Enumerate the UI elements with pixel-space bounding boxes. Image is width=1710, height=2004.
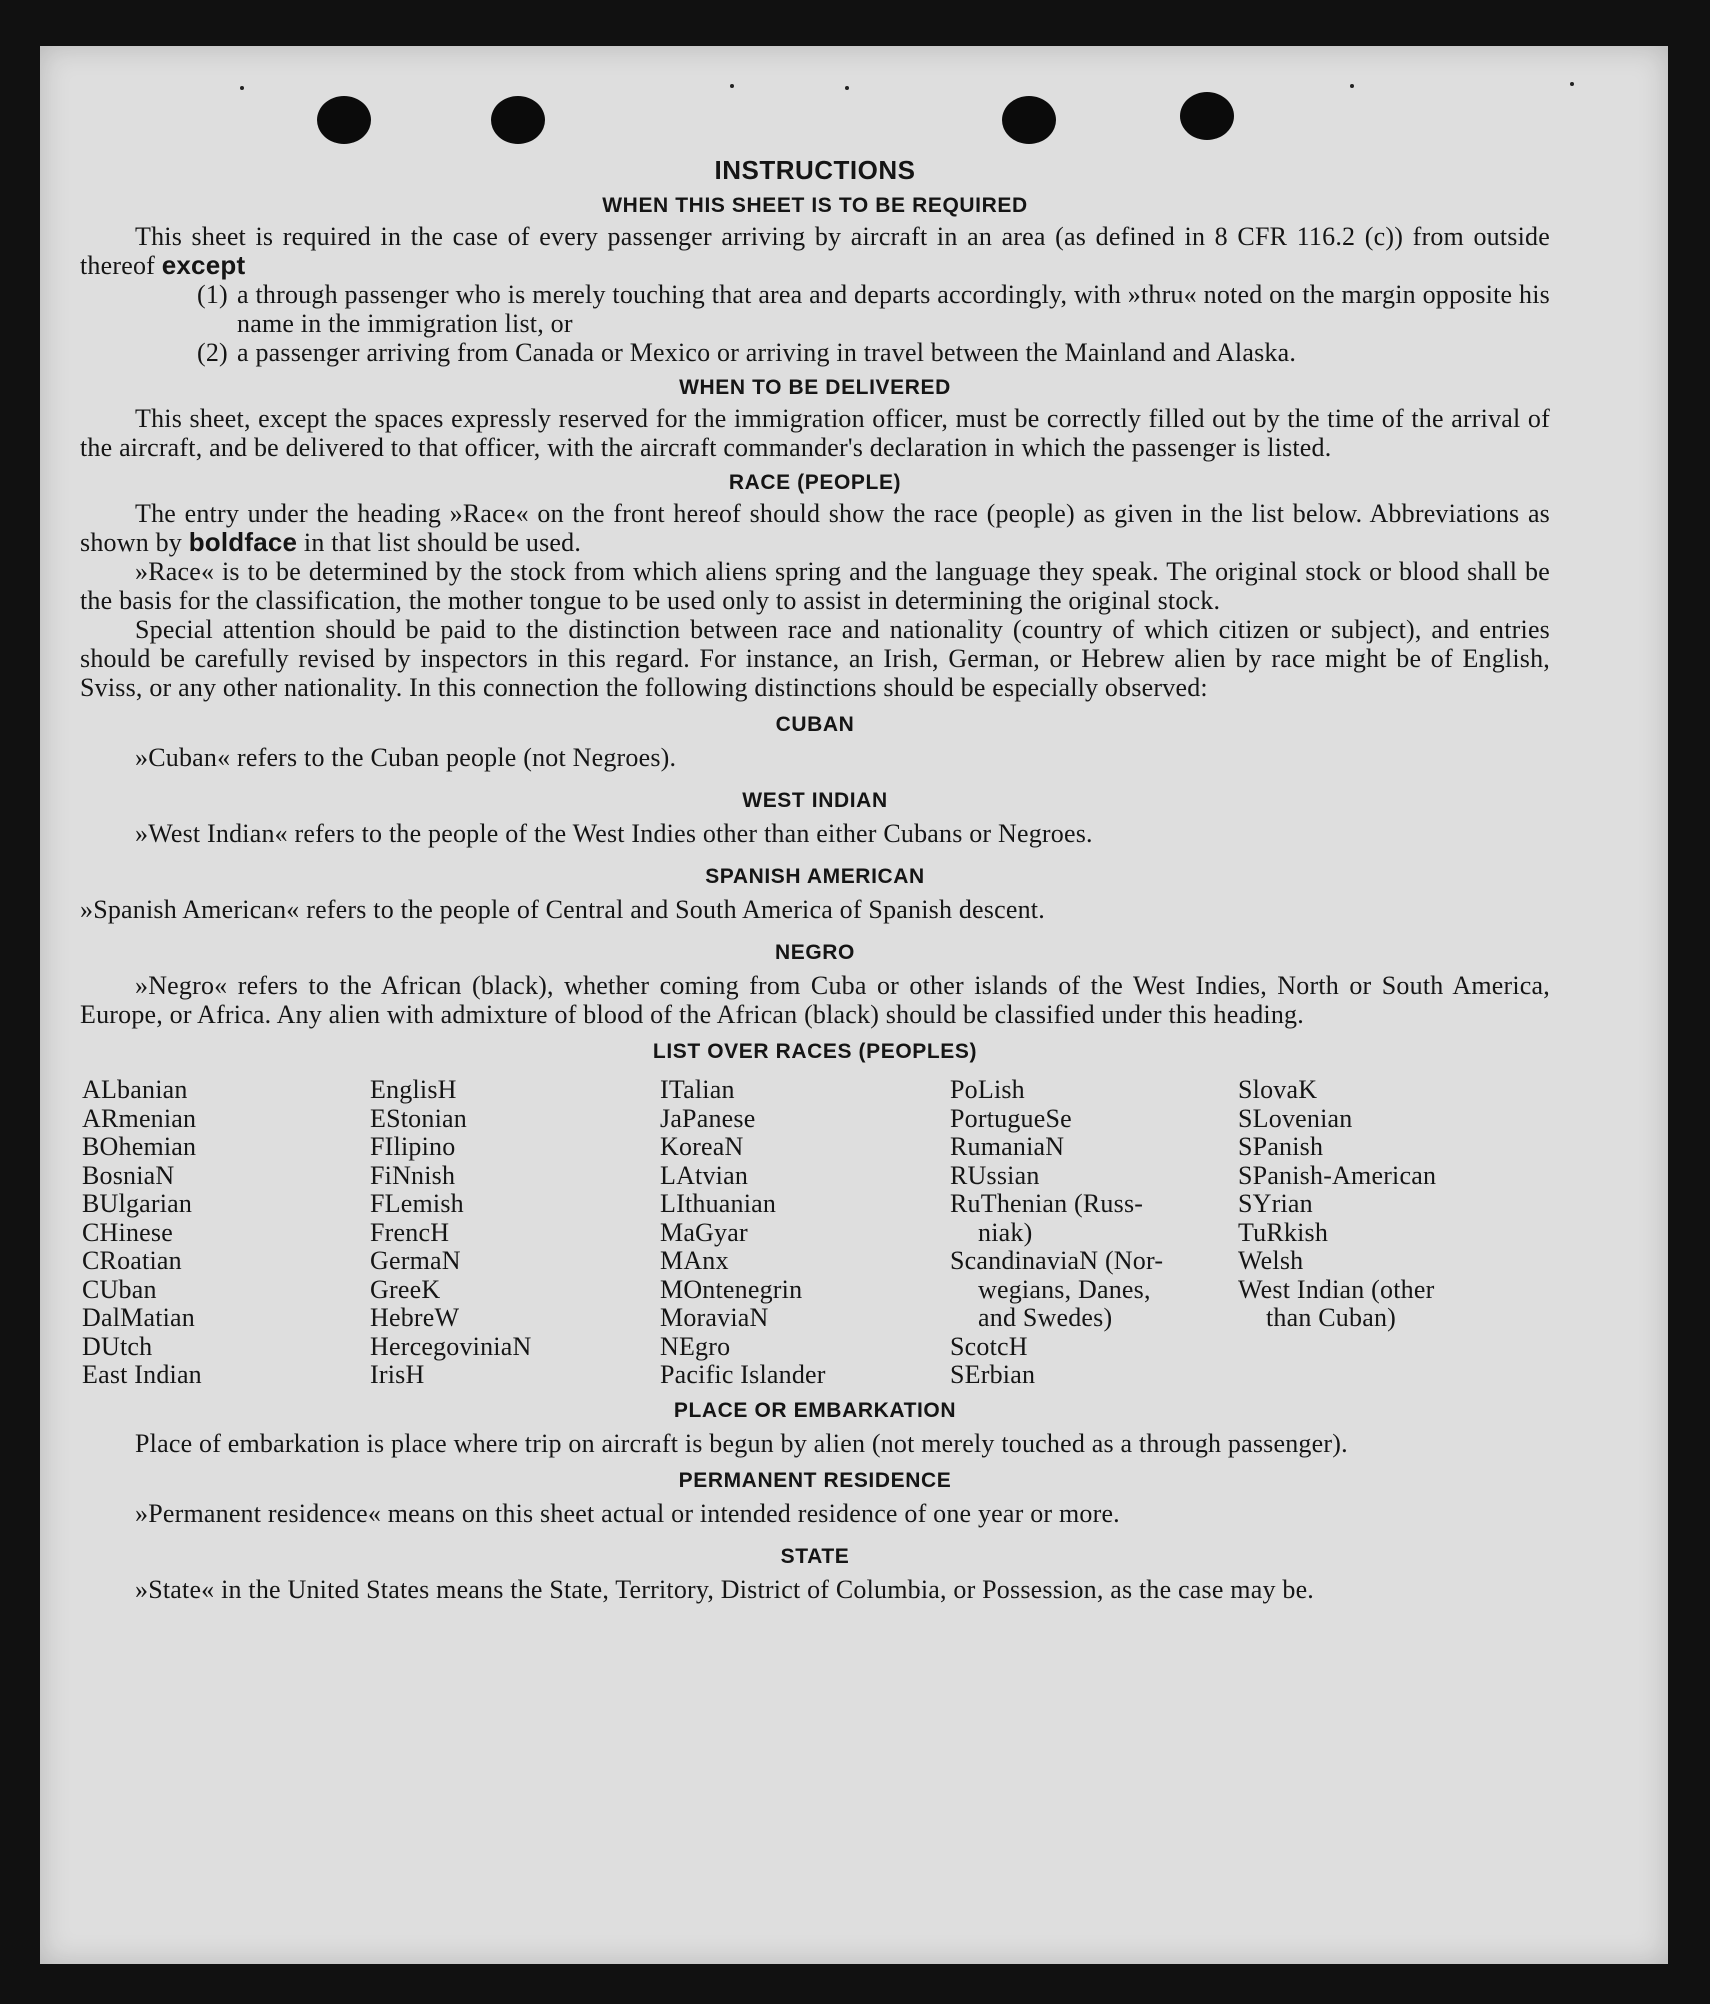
- race-item: CHinese: [82, 1217, 173, 1247]
- list-item: [197, 338, 1550, 367]
- race-item: LAtvian: [660, 1160, 749, 1190]
- race-item: BUlgarian: [82, 1189, 193, 1218]
- document-sheet: [40, 46, 1668, 1964]
- section-heading: PERMANENT RESIDENCE: [678, 1468, 952, 1492]
- race-item: GreeK: [370, 1274, 441, 1304]
- section-heading: LIST OVER RACES (PEOPLES): [652, 1040, 978, 1063]
- race-column: [950, 1076, 1238, 1390]
- race-item: RumaniaN: [950, 1132, 1065, 1161]
- page-title: INSTRUCTIONS: [714, 155, 916, 185]
- paragraph: »Spanish American« refers to the people of Central and South America of Spanish descent.: [80, 895, 1045, 924]
- race-item: West Indian (other: [1238, 1274, 1435, 1304]
- paragraph: [80, 222, 1550, 280]
- section-heading: WEST INDIAN: [742, 789, 888, 812]
- race-item: HebreW: [370, 1303, 460, 1332]
- race-item: ScotcH: [950, 1331, 1028, 1361]
- race-item-continuation: than Cuban): [1266, 1303, 1397, 1332]
- race-item: EnglisH: [370, 1075, 457, 1104]
- race-item: EStonian: [370, 1103, 467, 1133]
- race-item: TuRkish: [1238, 1217, 1329, 1247]
- race-column: [82, 1076, 370, 1390]
- race-item: GermaN: [370, 1246, 461, 1275]
- speck: [1350, 84, 1354, 88]
- race-item-continuation: niak): [978, 1217, 1033, 1247]
- race-item-continuation: and Swedes): [978, 1303, 1113, 1332]
- paragraph: »Negro« refers to the African (black), whether coming from Cuba or other islands of the West Indies, North or South America, Europe, or Africa. Any alien with admixture of blood of the African (black) should be classified under this heading.: [80, 971, 1550, 1029]
- race-item: KoreaN: [660, 1132, 744, 1161]
- race-column: [370, 1076, 660, 1390]
- item-text: a passenger arriving from Canada or Mexico or arriving in travel between the Mainland and Alaska.: [237, 338, 1297, 367]
- item-text: a through passenger who is merely touching that area and departs accordingly, with »thru« noted on the margin opposite his name in the immigration list, or: [237, 280, 1550, 338]
- paragraph-text: in that list should be used.: [303, 528, 582, 557]
- punch-hole: [317, 96, 371, 144]
- race-item: SLovenian: [1238, 1103, 1353, 1133]
- paragraph: »State« in the United States means the State, Territory, District of Columbia, or Possession, as the case may be.: [135, 1574, 1315, 1604]
- race-item: ARmenian: [82, 1103, 197, 1133]
- paragraph: »Cuban« refers to the Cuban people (not Negroes).: [135, 743, 677, 772]
- race-item: PortugueSe: [950, 1103, 1072, 1133]
- race-item: East Indian: [82, 1360, 202, 1389]
- race-item: ALbanian: [82, 1075, 188, 1104]
- race-item: FIlipino: [370, 1132, 456, 1161]
- race-item: CUban: [82, 1274, 157, 1304]
- paragraph: [80, 499, 1550, 557]
- race-item: HercegoviniaN: [370, 1331, 532, 1361]
- punch-hole: [1002, 96, 1056, 144]
- section-heading: NEGRO: [774, 941, 855, 964]
- paragraph: Place of embarkation is place where trip on aircraft is begun by alien (not merely touched as a through passenger).: [135, 1428, 1348, 1458]
- race-item: BOhemian: [82, 1132, 197, 1161]
- emphasis-text: boldface: [188, 527, 298, 557]
- speck: [240, 86, 244, 90]
- paragraph: This sheet, except the spaces expressly reserved for the immigration officer, must be correctly filled out by the time of the arrival of the aircraft, and be delivered to that officer, with the aircraft commander's declaration in which the passenger is listed.: [80, 404, 1550, 462]
- race-item: SErbian: [950, 1360, 1036, 1389]
- item-number: (2): [197, 338, 228, 367]
- item-number: (1): [197, 280, 228, 309]
- race-item: RUssian: [950, 1160, 1040, 1190]
- race-item: MoraviaN: [660, 1303, 769, 1332]
- race-item: ITalian: [660, 1075, 735, 1104]
- section-heading: WHEN THIS SHEET IS TO BE REQUIRED: [602, 194, 1028, 217]
- race-item: SPanish: [1238, 1132, 1324, 1161]
- race-item: FiNnish: [370, 1160, 456, 1190]
- race-item: CRoatian: [82, 1246, 182, 1275]
- section-heading: SPANISH AMERICAN: [705, 865, 925, 888]
- section-heading: PLACE OR EMBARKATION: [673, 1398, 957, 1422]
- speck: [1570, 82, 1574, 86]
- speck: [730, 84, 734, 88]
- race-item: Pacific Islander: [660, 1360, 826, 1389]
- race-item: ScandinaviaN (Nor-: [950, 1246, 1164, 1275]
- race-item: IrisH: [370, 1360, 425, 1389]
- section-heading: WHEN TO BE DELIVERED: [679, 376, 951, 399]
- race-item: LIthuanian: [660, 1189, 777, 1218]
- race-item: PoLish: [950, 1075, 1025, 1104]
- section-heading: CUBAN: [775, 713, 855, 736]
- speck: [845, 86, 849, 90]
- race-item: Welsh: [1238, 1246, 1304, 1275]
- emphasis-text: except: [161, 250, 246, 280]
- list-item: [197, 280, 1550, 338]
- race-item: RuThenian (Russ-: [950, 1189, 1144, 1218]
- race-item: FrencH: [370, 1217, 450, 1247]
- race-column: [660, 1076, 950, 1390]
- race-item: NEgro: [660, 1331, 731, 1361]
- race-item: DUtch: [82, 1331, 153, 1361]
- race-column: [1238, 1076, 1538, 1390]
- instructions-content: [80, 156, 1550, 1604]
- race-item: JaPanese: [660, 1103, 756, 1133]
- paragraph: »Permanent residence« means on this sheet actual or intended residence of one year or more.: [135, 1498, 1120, 1528]
- punch-hole: [491, 96, 545, 144]
- race-item: MOntenegrin: [660, 1274, 803, 1304]
- race-item: MAnx: [660, 1246, 729, 1275]
- race-item: SYrian: [1238, 1189, 1313, 1218]
- race-item: DalMatian: [82, 1303, 195, 1332]
- paragraph: Special attention should be paid to the distinction between race and nationality (country of which citizen or subject), and entries should be carefully revised by inspectors in this regard. For instance, an Irish, German, or Hebrew alien by race might be of English, Sviss, or any other nationality. In this connection the following distinctions should be especially observed:: [80, 615, 1550, 702]
- section-heading: RACE (PEOPLE): [728, 471, 902, 494]
- race-item: BosniaN: [82, 1160, 175, 1190]
- race-item: MaGyar: [660, 1217, 748, 1247]
- section-heading: STATE: [780, 1544, 850, 1568]
- paragraph: »Race« is to be determined by the stock from which aliens spring and the language they speak. The original stock or blood shall be the basis for the classification, the mother tongue to be used only to assist in determining the original stock.: [80, 557, 1550, 615]
- race-item: FLemish: [370, 1189, 464, 1218]
- exception-list: [80, 280, 1550, 367]
- race-item: SlovaK: [1238, 1075, 1318, 1104]
- paragraph-text: The entry under the heading »Race« on the front hereof should show the race (people) as given in the list below. Abbreviations as shown by: [80, 499, 1550, 557]
- paragraph: »West Indian« refers to the people of the West Indies other than either Cubans or Negroes.: [135, 819, 1093, 848]
- paragraph-text: This sheet is required in the case of every passenger arriving by aircraft in an area (as defined in 8 CFR 116.2 (c)) from outside thereof: [80, 222, 1550, 280]
- race-item-continuation: wegians, Danes,: [978, 1274, 1151, 1304]
- punch-hole: [1180, 92, 1234, 140]
- race-item: SPanish-American: [1238, 1160, 1437, 1190]
- race-list: [82, 1076, 1550, 1390]
